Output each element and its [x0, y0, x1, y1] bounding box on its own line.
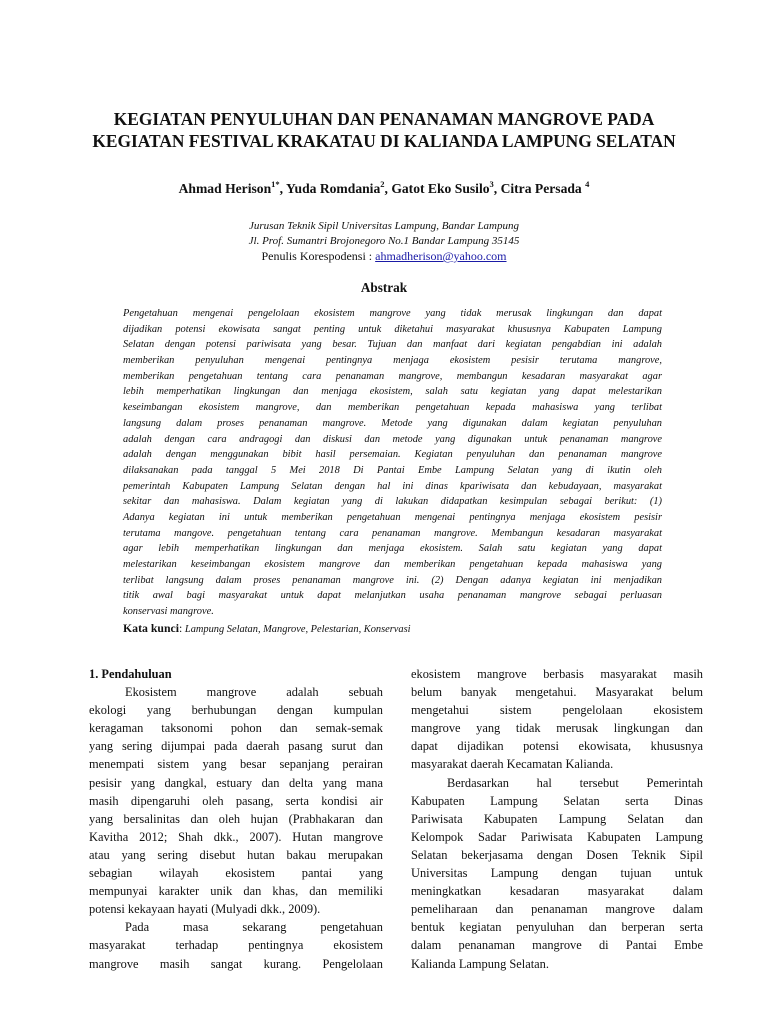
- body-line: dalam penanaman mangrove di Pantai Embe: [411, 938, 703, 953]
- body-line: Universitas Lampung dengan tujuan untuk: [411, 866, 703, 881]
- body-line: Kavitha 2012; Shah dkk., 2007). Hutan mangrove: [89, 829, 383, 844]
- body-line: Pada masa sekarang pengetahuan: [125, 920, 383, 935]
- title-line-2: KEGIATAN FESTIVAL KRAKATAU DI KALIANDA LAMPUNG SELATAN: [92, 131, 676, 151]
- body-line: potensi kekayaan hayati (Mulyadi dkk., 2009).: [89, 902, 321, 917]
- right-column: [411, 665, 703, 973]
- affiliation-line: Jurusan Teknik Sipil Universitas Lampung, Bandar Lampung: [248, 220, 519, 232]
- section-heading: 1. Pendahuluan: [89, 667, 172, 681]
- affiliation-block: [60, 219, 708, 264]
- abstract-line: dilaksanakan pada tanggal 5 Mei 2018 Di Pantai Embe Lampung Selatan yang di ikutin oleh: [123, 464, 662, 476]
- body-line: Ekosistem mangrove adalah sebuah: [125, 685, 383, 700]
- keywords-text: Lampung Selatan, Mangrove, Pelestarian, Konservasi: [182, 624, 411, 635]
- author-affiliation-mark: 3: [489, 179, 494, 189]
- body-line: bentuk kegiatan penyuluhan dan berperan serta: [411, 920, 703, 935]
- keywords-colon: :: [179, 621, 183, 635]
- abstract-line: melestarikan keseimbangan ekosistem mangrove dan memberikan pengetahuan kepada mahasiswa yang: [123, 559, 662, 570]
- abstract-line: terlibat langsung dalam proses penanaman mangrove ini. (2) Dengan adanya kegiatan ini menjadikan: [123, 574, 662, 586]
- abstract-line: langsung dalam proses penanaman mangrove. Metode yang digunakan dalam kegiatan penyuluhan: [123, 417, 662, 429]
- abstract-line: Adanya kegiatan ini untuk memberikan pengetahuan mengenai pentingnya menjaga ekosistem pesisir: [123, 511, 662, 523]
- body-line: dapat dijadikan potensi ekowisata, khususnya: [411, 739, 703, 754]
- body-line: belum banyak mengetahui. Masyarakat belum: [411, 685, 703, 700]
- author-affiliation-mark: 4: [585, 179, 590, 189]
- abstract-line: keseimbangan ekosistem mangrove, dan memberikan pengetahuan kepada mahasiswa yang terlibat: [123, 402, 662, 414]
- left-column: [89, 665, 383, 973]
- abstract-line: memberikan pengetahuan tentang cara penanaman mangrove, membangun kesadaran masyarakat agar: [123, 370, 662, 382]
- body-line: yang sering dijumpai pada daerah pasang surut dan: [89, 739, 383, 754]
- body-line: Berdasarkan hal tersebut Pemerintah: [447, 775, 703, 790]
- author-name: Yuda Romdania: [285, 181, 381, 196]
- author-affiliation-mark: 1*: [271, 179, 280, 189]
- body-line: masyarakat daerah Kecamatan Kalianda.: [411, 757, 614, 772]
- email-link[interactable]: ahmadherison@yahoo.com: [375, 249, 507, 263]
- body-line: menempati sistem yang besar sepanjang perairan: [89, 757, 383, 772]
- abstract-line: Selatan dengan potensi pariwisata yang besar. Tujuan dan manfaat dari kegiatan pengabdian ini adalah: [123, 339, 662, 351]
- body-line: yang bersalinitas dan oleh hujan (Prabhakaran dan: [89, 811, 383, 826]
- abstract-line: titik awal bagi masyarakat untuk dapat melanjutkan usaha penanaman mangrove sebagai perluasan: [123, 590, 662, 602]
- body-line: masyarakat terhadap pentingnya ekosistem: [89, 938, 383, 953]
- abstract-line: konservasi mangrove.: [123, 606, 214, 618]
- abstract-body: [123, 306, 662, 620]
- body-line: atau yang sering disebut hutan bakau merupakan: [89, 847, 383, 862]
- body-line: Selatan bekerjasama dengan Dosen Teknik Sipil: [411, 847, 703, 862]
- corresponding-author: [60, 249, 708, 264]
- abstract-line: sekitar dan mahasiswa. Dalam kegiatan yang di lakukan didapatkan kesimpulan sebagai berikut: (1): [123, 496, 662, 508]
- body-line: sebagian wilayah ekosistem pantai yang: [89, 866, 383, 881]
- abstract-line: adalah dengan cara andragogi dan diskusi dan metode yang digunakan untuk penanaman mangrove: [123, 433, 662, 445]
- abstract-line: terutama mangove. pengetahuan tentang cara penanaman mangrove. Membangun kesadaran masyarakat: [123, 527, 662, 539]
- body-line: Kalianda Lampung Selatan.: [411, 956, 549, 971]
- author-name: Gatot Eko Susilo: [391, 181, 490, 196]
- abstract-line: memberikan penyuluhan mengenai pentingnya menjaga ekosistem pesisir terutama mangrove,: [123, 355, 662, 367]
- body-line: Kelompok Sadar Pariwisata Kabupaten Lampung: [411, 829, 703, 844]
- author-affiliation-mark: 2: [380, 179, 385, 189]
- body-line: Kabupaten Lampung Selatan serta Dinas: [411, 793, 703, 808]
- body-line: pemeliharaan dan penanaman mangrove dalam: [411, 902, 703, 917]
- body-line: pesisir yang dangkal, estuary dan delta yang mana: [89, 775, 383, 790]
- author-name: Citra Persada: [500, 181, 582, 196]
- abstract-heading: Abstrak: [360, 280, 408, 295]
- paper-title: [60, 108, 708, 152]
- title-line-1: KEGIATAN PENYULUHAN DAN PENANAMAN MANGROVE PADA: [113, 109, 655, 129]
- abstract-line: lebih memperhatikan lingkungan dan menjaga ekosistem, salah satu kegiatan yang dapat melestarikan: [123, 386, 662, 398]
- body-line: mangrove masih sangat kurang. Pengelolaan: [89, 956, 383, 971]
- body-line: ekologi yang berhubungan dengan kumpulan: [89, 703, 383, 718]
- keywords-label: Kata kunci: [123, 621, 180, 635]
- body-line: ekosistem mangrove berbasis masyarakat masih: [411, 667, 703, 681]
- author-list: Ahmad Herison$^{1*}$, Yuda Romdania$^2$, Gatot Eko Susilo$^3$, Citra Persada $^4$: [178, 179, 590, 196]
- abstract-line: adalah dengan menggunakan bibit hasil persemaian. Kegiatan penyuluhan dan penanaman mangrove: [123, 449, 662, 461]
- body-line: mengetahui sistem pengelolaan ekosistem: [411, 703, 703, 718]
- abstract-line: agar lebih memperhatikan lingkungan dan menjaga ekosistem. Salah satu kegiatan yang dapat: [123, 543, 662, 555]
- body-line: Pariwisata Kabupaten Lampung Selatan dan: [411, 811, 703, 826]
- keywords-line: [123, 621, 662, 637]
- body-line: mempunyai karakter unik dan khas, dan memiliki: [89, 884, 383, 899]
- abstract-line: pemerintah Kabupaten Lampung Selatan dengan hal ini dinas kpariwisata dan kebudayaan, masyarakat: [123, 480, 662, 492]
- abstract-line: dijadikan potensi ekowisata sangat penting untuk diketahui masyarakat khususnya Kabupaten Lampung: [123, 323, 662, 335]
- body-line: meningkatkan kesadaran masyarakat dalam: [411, 884, 703, 899]
- corresponding-label: Penulis Korespodensi :: [261, 249, 373, 263]
- body-line: keragaman taksonomi pohon dan semak-semak: [89, 721, 383, 736]
- affiliation-address: Jl. Prof. Sumantri Brojonegoro No.1 Bandar Lampung 35145: [248, 235, 520, 247]
- body-line: masih dipengaruhi oleh pasang, serta kondisi air: [89, 793, 383, 808]
- author-name: Ahmad Herison: [178, 181, 272, 196]
- body-line: mangrove yang tidak merusak lingkungan dan: [411, 721, 703, 736]
- abstract-line: Pengetahuan mengenai pengelolaan ekosistem mangrove yang tidak merusak lingkungan dan dapat: [123, 308, 662, 319]
